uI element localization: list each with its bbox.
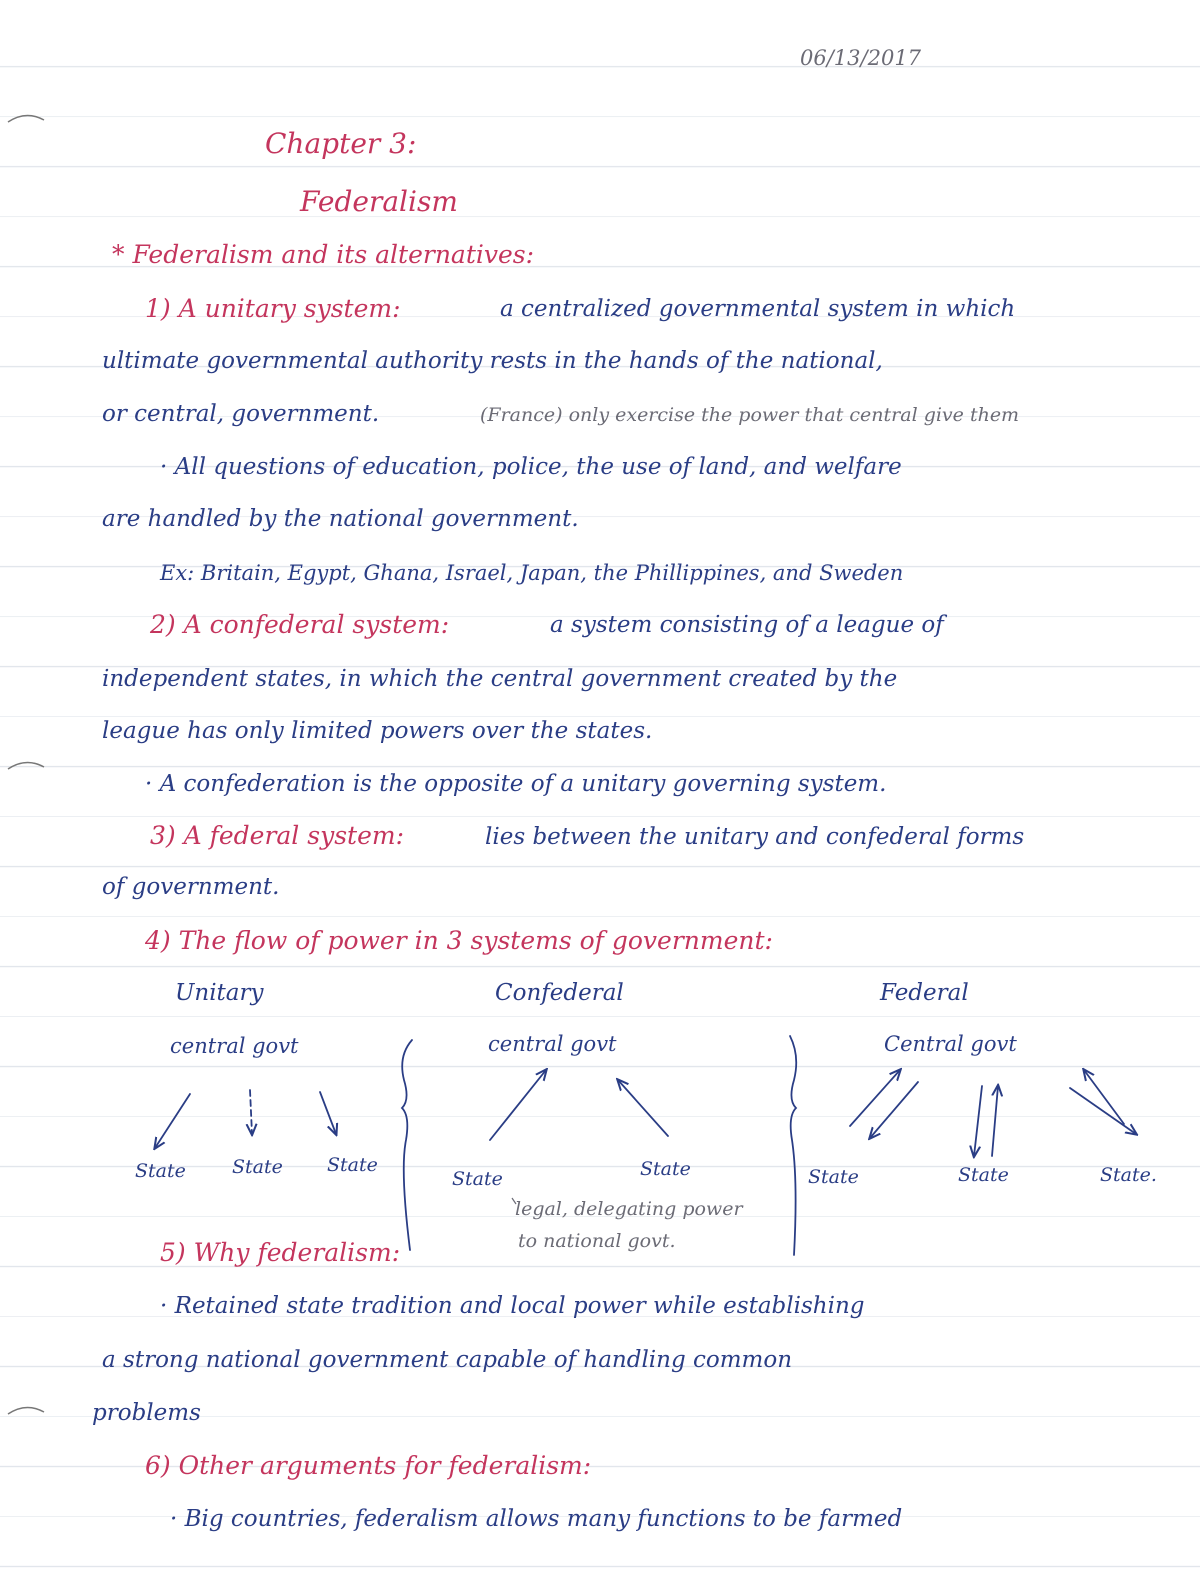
section-heading: * Federalism and its alternatives: — [112, 240, 535, 269]
unitary-column-title: Unitary — [175, 980, 264, 1006]
confederal-state-1: State — [452, 1168, 503, 1190]
confederal-state-2: State — [640, 1158, 691, 1180]
unitary-state-1: State — [135, 1160, 186, 1182]
bracket-divider — [790, 1036, 796, 1255]
confederal-line-1: a system consisting of a league of — [550, 612, 944, 638]
confederal-line-3: league has only limited powers over the states. — [102, 718, 653, 744]
confederal-column-title: Confederal — [495, 980, 624, 1006]
why-line-3: problems — [92, 1400, 201, 1426]
chapter-title: Chapter 3: — [265, 127, 417, 160]
federal-arrow-right-up — [1084, 1070, 1124, 1124]
why-line-1: · Retained state tradition and local power while establishing — [160, 1293, 865, 1319]
federal-label: 3) A federal system: — [150, 821, 405, 850]
confederal-arrow-right — [618, 1080, 668, 1136]
confederal-bullet: · A confederation is the opposite of a unitary governing system. — [145, 771, 887, 797]
unitary-label: 1) A unitary system: — [145, 294, 401, 323]
unitary-line-2: ultimate governmental authority rests in the hands of the national, — [102, 348, 883, 374]
confederal-line-2: independent states, in which the central government created by the — [102, 666, 898, 692]
unitary-state-3: State — [327, 1154, 378, 1176]
unitary-state-2: State — [232, 1156, 283, 1178]
bracket-divider — [402, 1040, 412, 1250]
unitary-central-govt: central govt — [170, 1034, 299, 1058]
other-heading: 6) Other arguments for federalism: — [145, 1451, 592, 1480]
confederal-note-line-2: to national govt. — [518, 1230, 676, 1252]
pencil-arrow-mark — [512, 1198, 516, 1204]
federal-central-govt: Central govt — [884, 1032, 1017, 1056]
unitary-line-3: or central, government. — [102, 401, 380, 427]
chapter-subtitle: Federalism — [300, 185, 458, 218]
why-heading: 5) Why federalism: — [160, 1238, 401, 1267]
federal-arrow-left-up — [850, 1070, 900, 1126]
confederal-note-line-1: legal, delegating power — [515, 1198, 743, 1220]
federal-state-2: State — [958, 1164, 1009, 1186]
unitary-line-1: a centralized governmental system in which — [500, 296, 1016, 322]
confederal-arrow-left — [490, 1070, 546, 1140]
confederal-central-govt: central govt — [488, 1032, 617, 1056]
unitary-bullet-2: are handled by the national government. — [102, 506, 579, 532]
why-line-2: a strong national government capable of handling common — [102, 1347, 793, 1373]
date-stamp: 06/13/2017 — [800, 46, 922, 70]
federal-line-2: of government. — [102, 874, 280, 900]
unitary-examples: Ex: Britain, Egypt, Ghana, Israel, Japan, the Phillippines, and Sweden — [160, 561, 904, 585]
flow-heading: 4) The flow of power in 3 systems of government: — [145, 926, 773, 955]
federal-arrow-center-down — [974, 1086, 982, 1156]
federal-state-3: State. — [1100, 1164, 1157, 1186]
federal-arrow-center-up — [992, 1086, 998, 1156]
unitary-arrow-right — [320, 1092, 336, 1134]
federal-column-title: Federal — [880, 980, 969, 1006]
unitary-bullet-1: · All questions of education, police, the use of land, and welfare — [160, 454, 902, 480]
federal-line-1: lies between the unitary and confederal forms — [485, 824, 1025, 850]
unitary-arrow-center — [250, 1090, 252, 1134]
federal-arrow-left-down — [870, 1082, 918, 1138]
unitary-pencil-note: (France) only exercise the power that central give them — [480, 404, 1020, 426]
confederal-label: 2) A confederal system: — [150, 610, 450, 639]
federal-state-1: State — [808, 1166, 859, 1188]
unitary-arrow-left — [155, 1094, 190, 1148]
other-line-1: · Big countries, federalism allows many functions to be farmed — [170, 1506, 903, 1532]
